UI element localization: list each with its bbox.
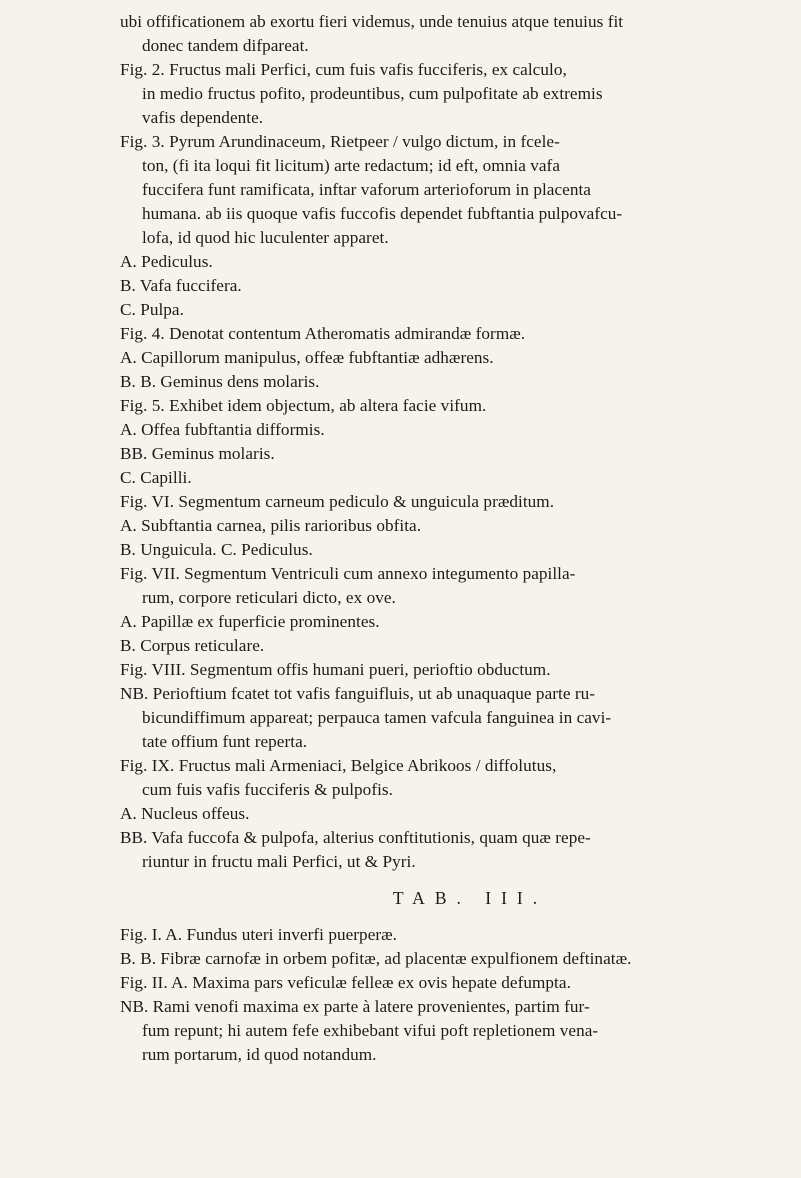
section-title: TAB. III. [392,888,548,908]
text-line: Fig. 5. Exhibet idem objectum, ab altera facie vifum. [120,396,487,415]
text-line: Fig. VIII. Segmentum offis humani pueri, perioftio obductum. [120,660,551,679]
text-line: BB. Geminus molaris. [120,444,275,463]
text-line: A. Capillorum manipulus, offeæ fubftantiæ adhærens. [120,348,494,367]
text-line: B. Unguicula. C. Pediculus. [120,540,313,559]
text-line: Fig. IX. Fructus mali Armeniaci, Belgice Abrikoos / diffolutus, [120,756,557,775]
text-line: C. Pulpa. [120,300,184,319]
text-line: riuntur in fructu mali Perfici, ut & Pyri. [142,852,416,871]
text-line: A. Papillæ ex fuperficie prominentes. [120,612,380,631]
text-line: fuccifera funt ramificata, inftar vaforum arterioforum in placenta [142,180,591,199]
text-line: Fig. 4. Denotat contentum Atheromatis admirandæ formæ. [120,324,526,343]
text-line: A. Nucleus offeus. [120,804,250,823]
text-line: NB. Rami venofi maxima ex parte à latere provenientes, partim fur- [120,997,590,1016]
text-line: B. Corpus reticulare. [120,636,265,655]
document-page [120,10,790,1067]
text-line: B. Vafa fuccifera. [120,276,242,295]
text-line: C. Capilli. [120,468,192,487]
text-block-lower [120,923,790,1067]
text-line: humana. ab iis quoque vafis fuccofis dependet fubftantia pulpovafcu- [142,204,623,223]
text-line: ubi offificationem ab exortu fieri videmus, unde tenuius atque tenuius fit [120,12,624,31]
text-line: lofa, id quod hic luculenter apparet. [142,228,389,247]
text-line: tate offium funt reperta. [142,732,308,751]
text-line: fum repunt; hi autem fefe exhibebant vifui poft repletionem vena- [142,1021,599,1040]
text-line: NB. Perioftium fcatet tot vafis fanguifluis, ut ab unaquaque parte ru- [120,684,596,703]
text-line: BB. Vafa fuccofa & pulpofa, alterius conftitutionis, quam quæ repe- [120,828,591,847]
text-line: Fig. I. A. Fundus uteri inverfi puerperæ. [120,925,398,944]
text-line: B. B. Geminus dens molaris. [120,372,320,391]
text-line: in medio fructus pofito, prodeuntibus, cum pulpofitate ab extremis [142,84,603,103]
text-line: Fig. 3. Pyrum Arundinaceum, Rietpeer / vulgo dictum, in fcele- [120,132,560,151]
text-line: vafis dependente. [142,108,264,127]
text-line: B. B. Fibræ carnofæ in orbem pofitæ, ad placentæ expulfionem deftinatæ. [120,949,632,968]
text-line: cum fuis vafis fucciferis & pulpofis. [142,780,394,799]
text-line: A. Subftantia carnea, pilis rarioribus obfita. [120,516,422,535]
text-line: Fig. 2. Fructus mali Perfici, cum fuis vafis fucciferis, ex calculo, [120,60,567,79]
text-line: ton, (fi ita loqui fit licitum) arte redactum; id eft, omnia vafa [142,156,560,175]
text-line: A. Offea fubftantia difformis. [120,420,325,439]
text-line: bicundiffimum appareat; perpauca tamen vafcula fanguinea in cavi- [142,708,612,727]
text-line: A. Pediculus. [120,252,213,271]
text-line: Fig. VII. Segmentum Ventriculi cum annexo integumento papilla- [120,564,576,583]
text-line: Fig. II. A. Maxima pars veficulæ felleæ ex ovis hepate defumpta. [120,973,571,992]
text-line: rum portarum, id quod notandum. [142,1045,377,1064]
text-line: donec tandem difpareat. [142,36,309,55]
text-block-upper [120,10,790,874]
text-line: rum, corpore reticulari dicto, ex ove. [142,588,396,607]
text-line: Fig. VI. Segmentum carneum pediculo & unguicula præditum. [120,492,555,511]
